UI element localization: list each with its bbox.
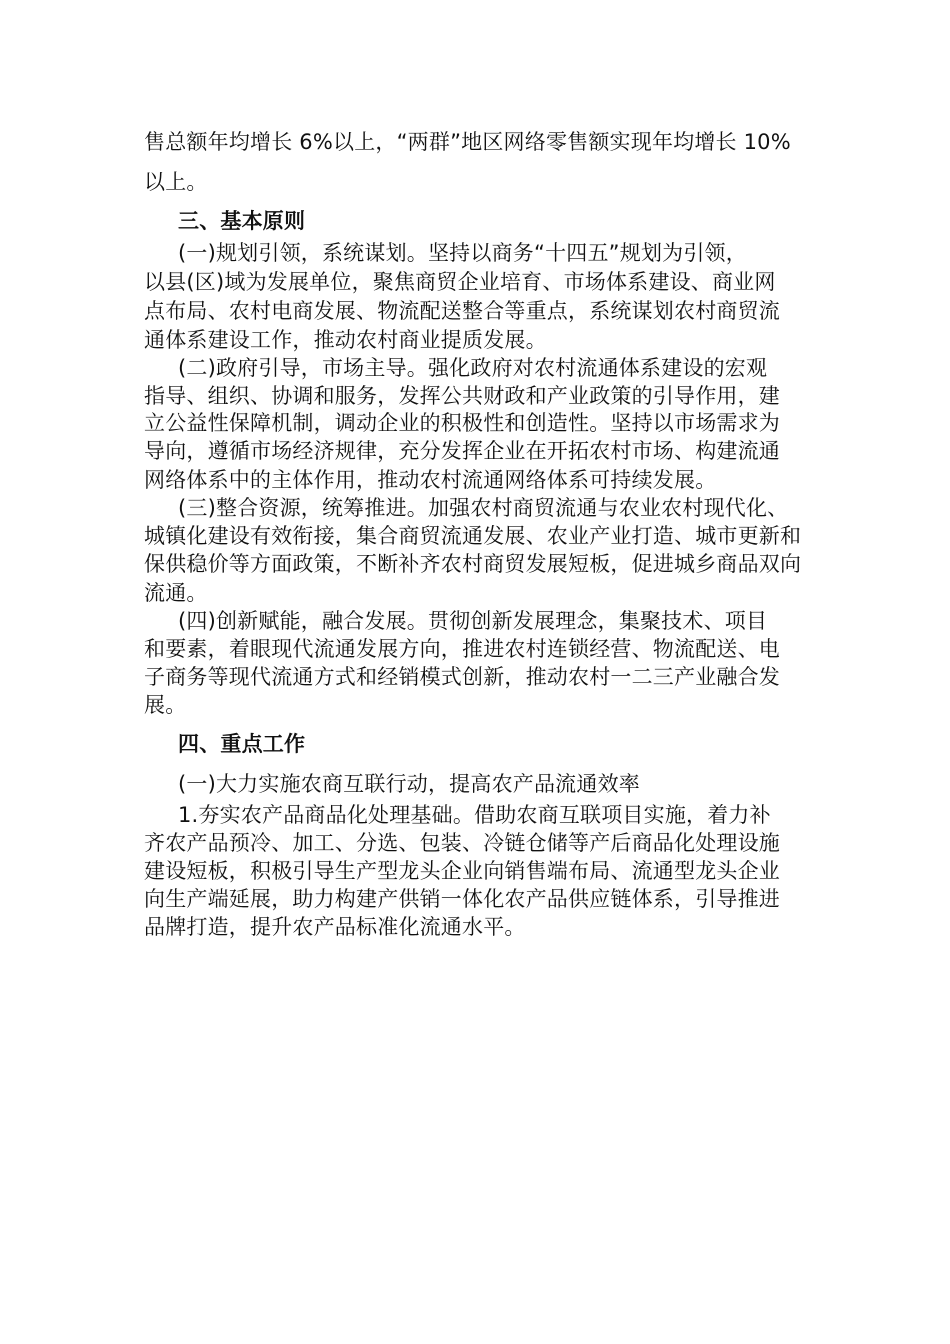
body-text-line: 和要素，着眼现代流通发展方向，推进农村连锁经营、物流配送、电: [144, 637, 780, 661]
body-text-line: 导向，遵循市场经济规律，充分发挥企业在开拓农村市场、构建流通: [144, 439, 780, 463]
subsection-heading: (一)大力实施农商互联行动，提高农产品流通效率: [178, 772, 640, 796]
body-text-line: 齐农产品预冷、加工、分选、包装、冷链仓储等产后商品化处理设施: [144, 831, 780, 855]
section-heading: 四、重点工作: [178, 732, 306, 756]
body-text-line: 通体系建设工作，推动农村商业提质发展。: [144, 328, 547, 352]
body-text-line: 向生产端延展，助力构建产供销一体化农产品供应链体系，引导推进: [144, 887, 780, 911]
body-text-line: 流通。: [144, 581, 208, 605]
body-text-line: 品牌打造，提升农产品标准化流通水平。: [144, 915, 526, 939]
body-text-line: 售总额年均增长 6%以上，“两群”地区网络零售额实现年均增长 10%: [144, 130, 791, 154]
paragraph-start-line: (四)创新赋能，融合发展。贯彻创新发展理念，集聚技术、项目: [178, 609, 768, 633]
paragraph-start-line: (一)规划引领，系统谋划。坚持以商务“十四五”规划为引领，: [178, 241, 747, 265]
paragraph-start-line: (三)整合资源，统筹推进。加强农村商贸流通与农业农村现代化、: [178, 496, 789, 520]
body-text-line: 以上。: [144, 170, 208, 194]
body-text-line: 立公益性保障机制，调动企业的积极性和创造性。坚持以市场需求为: [144, 411, 780, 435]
section-heading: 三、基本原则: [178, 209, 306, 233]
body-text-line: 以县(区)域为发展单位，聚焦商贸企业培育、市场体系建设、商业网: [144, 270, 776, 294]
body-text-line: 点布局、农村电商发展、物流配送整合等重点，系统谋划农村商贸流: [144, 299, 780, 323]
paragraph-start-line: (二)政府引导，市场主导。强化政府对农村流通体系建设的宏观: [178, 356, 768, 380]
body-text-line: 城镇化建设有效衔接，集合商贸流通发展、农业产业打造、城市更新和: [144, 524, 802, 548]
body-text-line: 建设短板，积极引导生产型龙头企业向销售端布局、流通型龙头企业: [144, 859, 780, 883]
paragraph-start-line: 1.夯实农产品商品化处理基础。借助农商互联项目实施，着力补: [178, 803, 771, 827]
body-text-line: 指导、组织、协调和服务，发挥公共财政和产业政策的引导作用，建: [144, 384, 780, 408]
body-text-line: 展。: [144, 693, 187, 717]
body-text-line: 子商务等现代流通方式和经销模式创新，推动农村一二三产业融合发: [144, 665, 780, 689]
body-text-line: 网络体系中的主体作用，推动农村流通网络体系可持续发展。: [144, 468, 717, 492]
body-text-line: 保供稳价等方面政策，不断补齐农村商贸发展短板，促进城乡商品双向: [144, 552, 802, 576]
